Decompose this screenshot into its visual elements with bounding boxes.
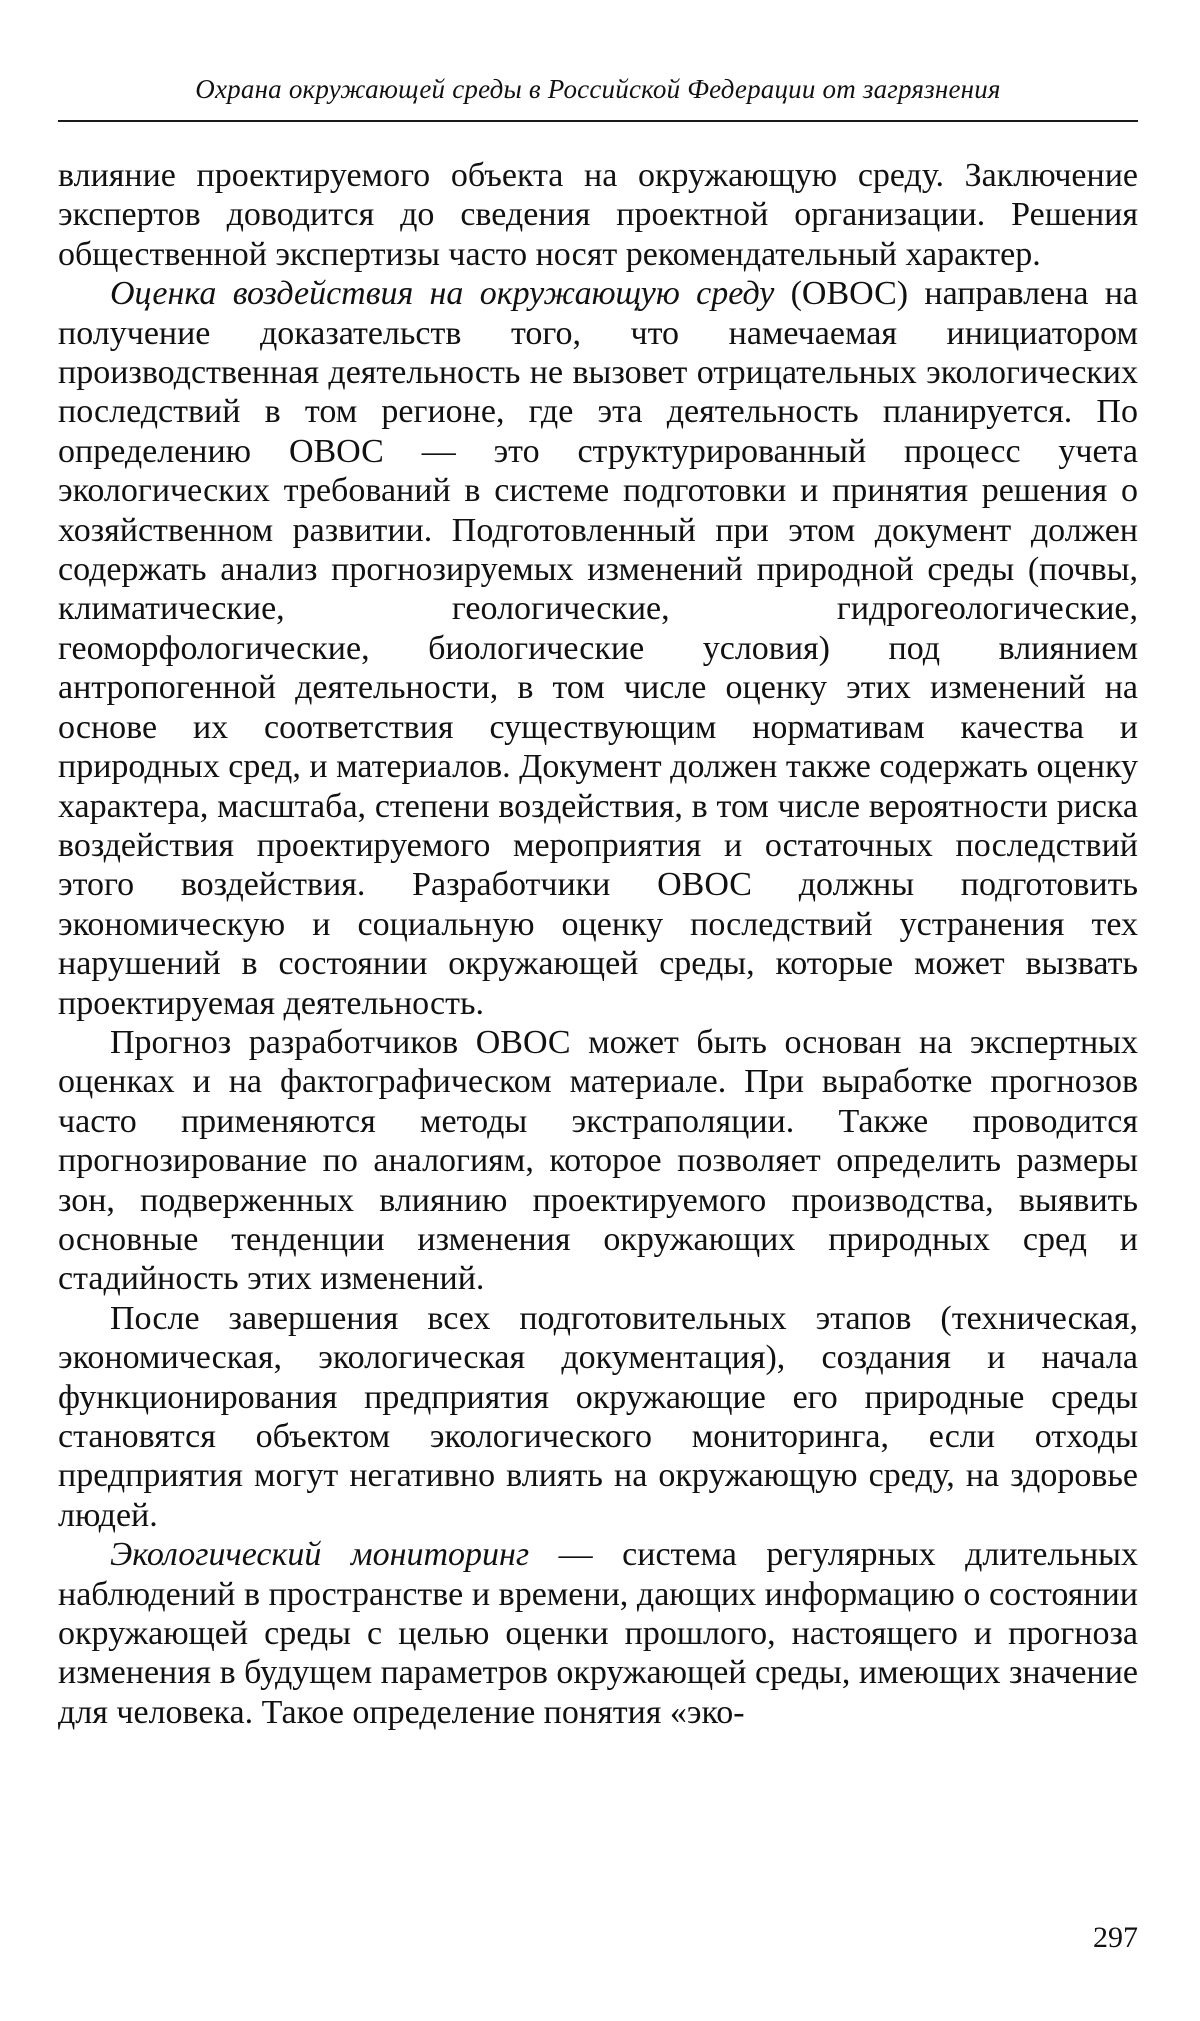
term-ovos: Оценка воздействия на окружающую среду bbox=[110, 275, 775, 313]
paragraph-2 bbox=[58, 274, 1138, 1023]
paragraph-1 bbox=[58, 156, 1138, 274]
paragraph-4-text: После завершения всех подготовительных этапов (техническая, экономическая, экологическая документация), создания и начала функционирования предприятия окружающие его природные среды становятся объектом экологического мониторинга, если отходы предприятия могут негативно влиять на окружающую среду, на здоровье людей. bbox=[58, 1299, 1138, 1534]
paragraph-4 bbox=[58, 1299, 1138, 1535]
header-rule bbox=[58, 120, 1138, 122]
running-header: Охрана окружающей среды в Российской Федерации от загрязнения bbox=[195, 74, 1001, 104]
paragraph-1-text: влияние проектируемого объекта на окружающую среду. Заключение экспертов доводится до сведения проектной организации. Решения общественной экспертизы часто носят рекомендательный характер. bbox=[58, 157, 1138, 273]
paragraph-3-text: Прогноз разработчиков ОВОС может быть основан на экспертных оценках и на фактографическом материале. При выработке прогнозов часто применяются методы экстраполяции. Также проводится прогнозирование по аналогиям, которое позволяет определить размеры зон, подверженных влиянию проектируемого производства, выявить основные тенденции изменения окружающих природных сред и стадийность этих изменений. bbox=[58, 1023, 1138, 1298]
page-number: 297 bbox=[1093, 1921, 1138, 1954]
paragraph-3 bbox=[58, 1023, 1138, 1299]
body-text bbox=[58, 156, 1138, 1732]
term-monitoring: Экологический мониторинг bbox=[110, 1536, 530, 1574]
paragraph-5 bbox=[58, 1535, 1138, 1732]
paragraph-2-text: (ОВОС) направлена на получение доказательств того, что намечаемая инициатором производственная деятельность не вызовет отрицательных экологических последствий в том регионе, где эта деятельность планируется. По определению ОВОС — это структурированный процесс учета экологических требований в системе подготовки и принятия решения о хозяйственном развитии. Подготовленный при этом документ должен содержать анализ прогнозируемых изменений природной среды (почвы, климатические, геологические, гидрогеологические, геоморфологические, биологические условия) под влиянием антропогенной деятельности, в том числе оценку этих изменений на основе их соответствия существующим нормативам качества и природных сред, и материалов. Документ должен также содержать оценку характера, масштаба, степени воздействия, в том числе вероятности риска воздействия проектируемого мероприятия и остаточных последствий этого воздействия. Разработчики ОВОС должны подготовить экономическую и социальную оценку последствий устранения тех нарушений в состоянии окружающей среды, которые может вызвать проектируемая деятельность. bbox=[58, 275, 1139, 1022]
paragraph-5-text: — система регулярных длительных наблюдений в пространстве и времени, дающих информацию о состоянии окружающей среды с целью оценки прошлого, настоящего и прогноза изменения в будущем параметров окружающей среды, имеющих значение для человека. Такое определение понятия «эко- bbox=[58, 1536, 1139, 1731]
